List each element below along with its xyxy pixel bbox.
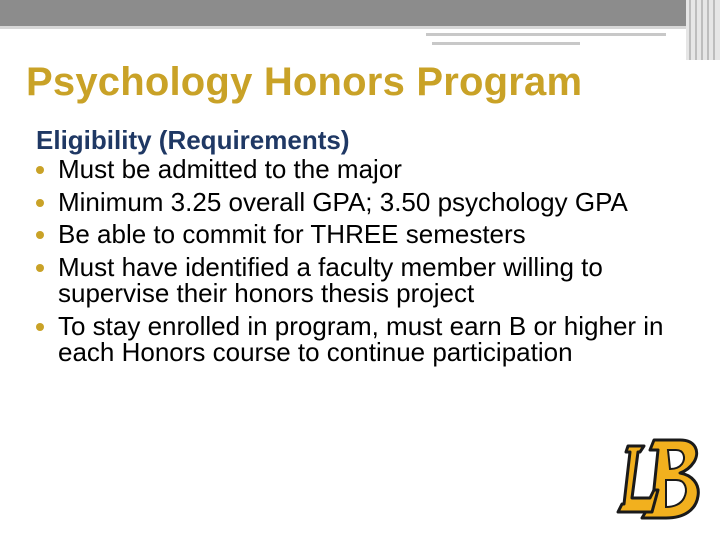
corner-stripes (686, 0, 720, 60)
top-decorative-bar (0, 0, 686, 26)
slide-content (36, 124, 706, 372)
bullet-dot-icon (36, 323, 44, 331)
lb-logo-icon (614, 432, 704, 524)
bullet-text: Be able to commit for THREE semesters (58, 219, 526, 249)
bullet-dot-icon (36, 199, 44, 207)
slide-title: Psychology Honors Program (26, 60, 583, 104)
bullet-text: To stay enrolled in program, must earn B or higher in each Honors course to continue participation (58, 310, 664, 367)
bullet-item (36, 310, 706, 367)
top-accent-line-short (432, 42, 580, 45)
bullet-dot-icon (36, 264, 44, 272)
bullet-dot-icon (36, 231, 44, 239)
top-decorative-line (0, 26, 686, 29)
bullet-item (36, 156, 706, 183)
bullet-text: Minimum 3.25 overall GPA; 3.50 psychology GPA (58, 186, 628, 217)
bullet-item (36, 186, 706, 217)
top-accent-line (426, 33, 666, 36)
bullet-dot-icon (36, 166, 44, 174)
bullet-item (36, 221, 706, 248)
bullet-list (36, 156, 706, 366)
bullet-item (36, 251, 706, 308)
subheading: Eligibility (Requirements) (36, 125, 350, 155)
bullet-text: Must have identified a faculty member willing to supervise their honors thesis project (58, 251, 603, 308)
bullet-text: Must be admitted to the major (58, 154, 402, 184)
